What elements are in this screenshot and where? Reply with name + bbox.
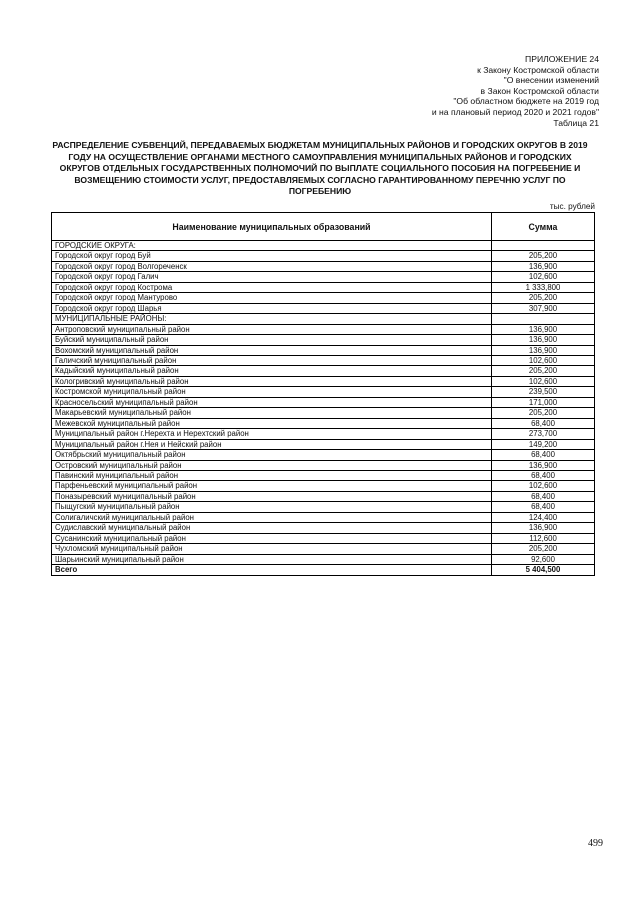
table-row bbox=[52, 387, 595, 397]
amount-cell: 205,200 bbox=[492, 251, 595, 261]
table-row bbox=[52, 429, 595, 439]
municipality-name: Всего bbox=[52, 565, 492, 575]
municipality-name: Городской округ город Волгореченск bbox=[52, 261, 492, 271]
header-line: в Закон Костромской области bbox=[480, 85, 599, 96]
units-label: тыс. рублей bbox=[549, 202, 595, 211]
header-line: Таблица 21 bbox=[553, 117, 599, 128]
amount-cell: 171,000 bbox=[492, 397, 595, 407]
table-row bbox=[52, 293, 595, 303]
header-line: и на плановый период 2020 и 2021 годов" bbox=[431, 106, 599, 117]
amount-cell: 102,600 bbox=[492, 481, 595, 491]
table-row bbox=[52, 324, 595, 334]
municipality-name: Пыщугский муниципальный район bbox=[52, 502, 492, 512]
header-line: "О внесении изменений bbox=[503, 75, 599, 86]
amount-cell: 239,500 bbox=[492, 387, 595, 397]
table-row bbox=[52, 397, 595, 407]
municipality-name: Красносельский муниципальный район bbox=[52, 397, 492, 407]
amount-cell: 205,200 bbox=[492, 293, 595, 303]
municipality-name: Антроповский муниципальный район bbox=[52, 324, 492, 334]
municipality-name: Кадыйский муниципальный район bbox=[52, 366, 492, 376]
amount-cell bbox=[492, 314, 595, 324]
table-row bbox=[52, 251, 595, 261]
municipality-name: Муниципальный район г.Нея и Нейский район bbox=[52, 439, 492, 449]
municipality-name: Городской округ город Галич bbox=[52, 272, 492, 282]
table-row bbox=[52, 355, 595, 365]
total-row bbox=[52, 565, 595, 575]
municipality-name: Городской округ город Шарья bbox=[52, 303, 492, 313]
municipality-name: Вохомский муниципальный район bbox=[52, 345, 492, 355]
table-row bbox=[52, 376, 595, 386]
table-row bbox=[52, 470, 595, 480]
table-row bbox=[52, 282, 595, 292]
subsidy-table bbox=[51, 212, 595, 576]
table-body bbox=[52, 241, 595, 576]
amount-cell: 68,400 bbox=[492, 470, 595, 480]
amount-cell: 205,200 bbox=[492, 544, 595, 554]
municipality-name: Городской округ город Буй bbox=[52, 251, 492, 261]
table-row bbox=[52, 460, 595, 470]
amount-cell: 136,900 bbox=[492, 335, 595, 345]
municipality-name: МУНИЦИПАЛЬНЫЕ РАЙОНЫ: bbox=[52, 314, 492, 324]
amount-cell: 136,900 bbox=[492, 261, 595, 271]
amount-cell: 149,200 bbox=[492, 439, 595, 449]
appendix-header bbox=[299, 54, 599, 128]
header-line: ПРИЛОЖЕНИЕ 24 bbox=[525, 54, 599, 64]
municipality-name: Галичский муниципальный район bbox=[52, 355, 492, 365]
table-row bbox=[52, 408, 595, 418]
table-row bbox=[52, 512, 595, 522]
municipality-name: Муниципальный район г.Нерехта и Нерехтский район bbox=[52, 429, 492, 439]
amount-cell: 205,200 bbox=[492, 408, 595, 418]
municipality-name: ГОРОДСКИЕ ОКРУГА: bbox=[52, 241, 492, 251]
table-row bbox=[52, 523, 595, 533]
table-row bbox=[52, 491, 595, 501]
section-row bbox=[52, 314, 595, 324]
header-line: к Закону Костромской области bbox=[477, 64, 599, 75]
amount-cell: 136,900 bbox=[492, 460, 595, 470]
page-number: 499 bbox=[588, 838, 603, 849]
municipality-name: Парфеньевский муниципальный район bbox=[52, 481, 492, 491]
municipality-name: Межевской муниципальный район bbox=[52, 418, 492, 428]
amount-cell: 102,600 bbox=[492, 272, 595, 282]
column-header-name: Наименование муниципальных образований bbox=[52, 213, 492, 241]
amount-cell: 124,400 bbox=[492, 512, 595, 522]
amount-cell: 136,900 bbox=[492, 324, 595, 334]
table-row bbox=[52, 439, 595, 449]
municipality-name: Макарьевский муниципальный район bbox=[52, 408, 492, 418]
amount-cell: 68,400 bbox=[492, 418, 595, 428]
table-row bbox=[52, 554, 595, 564]
amount-cell: 102,600 bbox=[492, 376, 595, 386]
municipality-name: Сусанинский муниципальный район bbox=[52, 533, 492, 543]
amount-cell: 68,400 bbox=[492, 450, 595, 460]
amount-cell: 273,700 bbox=[492, 429, 595, 439]
column-header-amount: Сумма bbox=[492, 213, 595, 241]
amount-cell: 1 333,800 bbox=[492, 282, 595, 292]
table-row bbox=[52, 544, 595, 554]
municipality-name: Октябрьский муниципальный район bbox=[52, 450, 492, 460]
table-row bbox=[52, 502, 595, 512]
amount-cell bbox=[492, 241, 595, 251]
municipality-name: Солигаличский муниципальный район bbox=[52, 512, 492, 522]
table-row bbox=[52, 366, 595, 376]
section-row bbox=[52, 241, 595, 251]
amount-cell: 102,600 bbox=[492, 355, 595, 365]
table-row bbox=[52, 303, 595, 313]
municipality-name: Шарьинский муниципальный район bbox=[52, 554, 492, 564]
municipality-name: Городской округ город Кострома bbox=[52, 282, 492, 292]
table-row bbox=[52, 418, 595, 428]
amount-cell: 68,400 bbox=[492, 502, 595, 512]
header-line: "Об областном бюджете на 2019 год bbox=[453, 96, 599, 107]
amount-cell: 205,200 bbox=[492, 366, 595, 376]
table-row bbox=[52, 261, 595, 271]
municipality-name: Поназыревский муниципальный район bbox=[52, 491, 492, 501]
document-title: РАСПРЕДЕЛЕНИЕ СУБВЕНЦИЙ, ПЕРЕДАВАЕМЫХ БЮДЖЕТАМ МУНИЦИПАЛЬНЫХ РАЙОНОВ И ГОРОДСКИХ ОКРУГОВ В 2019 ГОДУ НА ОСУЩЕСТВЛЕНИЕ ОРГАНАМИ МЕСТНОГО САМОУПРАВЛЕНИЯ МУНИЦИПАЛЬНЫХ РАЙОНОВ И ГОРОДСКИХ ОКРУГОВ ОТДЕЛЬНЫХ ГОСУДАРСТВЕННЫХ ПОЛНОМОЧИЙ ПО ВЫПЛАТЕ СОЦИАЛЬНОГО ПОСОБИЯ НА ПОГРЕБЕНИЕ И ВОЗМЕЩЕНИЮ СТОИМОСТИ УСЛУГ, ПРЕДОСТАВЛЯЕМЫХ СОГЛАСНО ГАРАНТИРОВАННОМУ ПЕРЕЧНЮ УСЛУГ ПО ПОГРЕБЕНИЮ bbox=[52, 140, 588, 197]
municipality-name: Судиславский муниципальный район bbox=[52, 523, 492, 533]
table-row bbox=[52, 345, 595, 355]
table-row bbox=[52, 335, 595, 345]
amount-cell: 5 404,500 bbox=[492, 565, 595, 575]
table-row bbox=[52, 481, 595, 491]
amount-cell: 68,400 bbox=[492, 491, 595, 501]
municipality-name: Чухломский муниципальный район bbox=[52, 544, 492, 554]
municipality-name: Островский муниципальный район bbox=[52, 460, 492, 470]
amount-cell: 112,600 bbox=[492, 533, 595, 543]
table-row bbox=[52, 272, 595, 282]
amount-cell: 136,900 bbox=[492, 523, 595, 533]
municipality-name: Костромской муниципальный район bbox=[52, 387, 492, 397]
amount-cell: 136,900 bbox=[492, 345, 595, 355]
municipality-name: Кологривский муниципальный район bbox=[52, 376, 492, 386]
table-header-row bbox=[52, 213, 595, 241]
table-row bbox=[52, 533, 595, 543]
municipality-name: Павинский муниципальный район bbox=[52, 470, 492, 480]
amount-cell: 307,900 bbox=[492, 303, 595, 313]
municipality-name: Городской округ город Мантурово bbox=[52, 293, 492, 303]
table-row bbox=[52, 450, 595, 460]
municipality-name: Буйский муниципальный район bbox=[52, 335, 492, 345]
amount-cell: 92,600 bbox=[492, 554, 595, 564]
